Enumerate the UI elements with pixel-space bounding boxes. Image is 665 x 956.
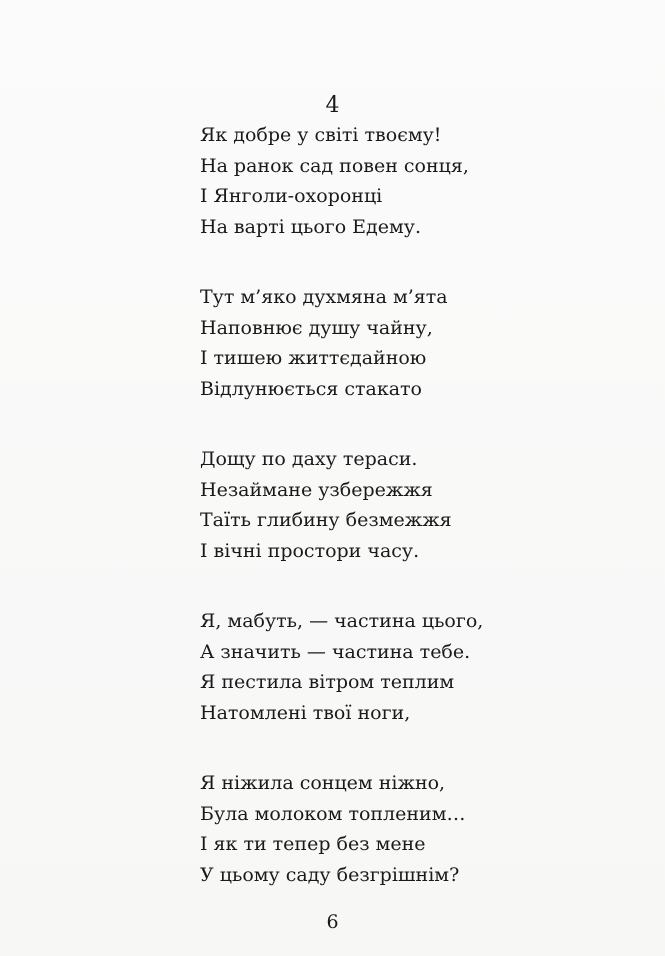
poem-line: У цьому саду безгрішнім?	[200, 863, 460, 886]
poem-line: На ранок сад повен сонця,	[200, 154, 469, 177]
poem-line: Як добре у світі твоєму!	[200, 124, 442, 146]
poem-body	[200, 120, 483, 930]
poem-line: Таїть глибину безмежжя	[200, 509, 452, 531]
stanza-4	[200, 606, 483, 728]
poem-line: І тишею життєдайною	[200, 347, 427, 369]
poem-line: Дощу по даху тераси.	[200, 448, 418, 470]
poem-line: Тут м’яко духмяна м’ята	[200, 286, 448, 308]
page-number: 6	[326, 911, 339, 933]
poem-number: 4	[325, 93, 340, 118]
poem-line: Наповнює душу чайну,	[200, 316, 433, 339]
poem-line: Незаймане узбережжя	[200, 478, 433, 501]
poem-line: Була молоком топленим…	[200, 802, 466, 825]
poem-line: А значить — частина тебе.	[200, 640, 471, 663]
poem-line: І Янголи-охоронці	[200, 185, 383, 207]
poem-line: Я ніжила сонцем ніжно,	[200, 772, 446, 794]
poem-line: Натомлені твої ноги,	[200, 701, 411, 724]
poem-line: На варті цього Едему.	[200, 215, 421, 238]
stanza-5	[200, 768, 483, 890]
poem-line: І вічні простори часу.	[200, 539, 420, 562]
poem-line: Відлунюється стакато	[200, 377, 422, 400]
poem-line: І як ти тепер без мене	[200, 833, 426, 855]
poem-line: Я, мабуть, — частина цього,	[200, 610, 484, 632]
stanza-2	[200, 282, 483, 404]
poem-line: Я пестила вітром теплим	[200, 671, 455, 693]
stanza-3	[200, 444, 483, 566]
stanza-1	[200, 120, 483, 242]
